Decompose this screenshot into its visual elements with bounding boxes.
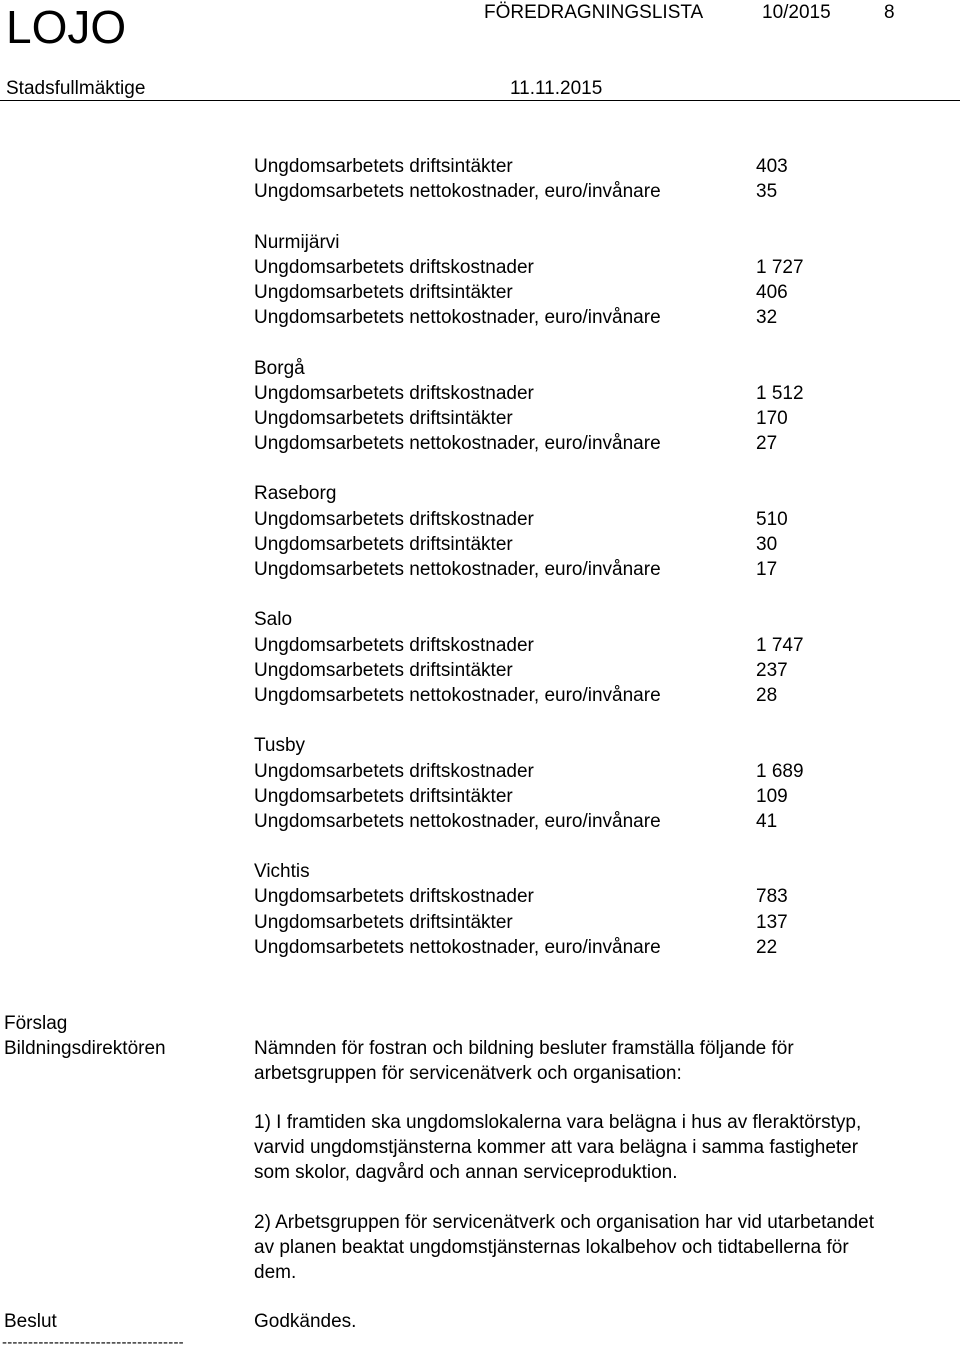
text-line: dem. [254, 1262, 297, 1283]
stat-value: 28 [756, 684, 778, 706]
stat-value: 1 747 [756, 634, 804, 656]
stat-value: 27 [756, 433, 778, 455]
stat-row [254, 884, 854, 909]
proposal-presenter: Bildningsdirektören [4, 1038, 166, 1059]
decision-text: Godkändes. [254, 1311, 357, 1332]
stat-value: 22 [756, 936, 778, 958]
youth-work-statistics [254, 154, 854, 960]
stat-label: Ungdomsarbetets driftskostnader [254, 760, 534, 782]
stat-label: Ungdomsarbetets nettokostnader, euro/invånare [254, 559, 661, 580]
stat-label: Ungdomsarbetets driftsintäkter [254, 156, 513, 177]
agenda-title: FÖREDRAGNINGSLISTA [484, 2, 704, 23]
stat-label: Ungdomsarbetets nettokostnader, euro/invånare [254, 181, 661, 203]
stat-row [254, 179, 854, 204]
stat-row [254, 406, 854, 431]
proposal-point-1 [254, 1110, 954, 1185]
stat-value: 1 689 [756, 760, 804, 782]
stat-row [254, 809, 854, 834]
text-line: som skolor, dagvård och annan serviceproduktion. [254, 1162, 678, 1183]
decision-heading: Beslut [4, 1311, 57, 1332]
header-divider [0, 100, 960, 101]
stat-value: 109 [756, 785, 788, 807]
stat-label: Ungdomsarbetets nettokostnader, euro/invånare [254, 936, 661, 958]
stat-row [254, 683, 854, 708]
text-line: arbetsgruppen för servicenätverk och organisation: [254, 1063, 682, 1084]
stat-value: 137 [756, 911, 788, 933]
proposal-point-2 [254, 1210, 954, 1285]
stat-row [254, 532, 854, 557]
stat-label: Ungdomsarbetets driftsintäkter [254, 407, 513, 429]
stat-row [254, 507, 854, 532]
stat-label: Ungdomsarbetets nettokostnader, euro/invånare [254, 307, 661, 329]
stat-value: 1 512 [756, 382, 804, 404]
city-heading: Borgå [254, 357, 305, 379]
stat-label: Ungdomsarbetets driftsintäkter [254, 659, 513, 681]
stat-row [254, 305, 854, 330]
stat-row [254, 658, 854, 683]
text-line: Nämnden för fostran och bildning besluter framställa följande för [254, 1038, 794, 1059]
stat-value: 30 [756, 533, 778, 555]
stat-row [254, 255, 854, 280]
stat-label: Ungdomsarbetets driftskostnader [254, 382, 534, 404]
stat-label: Ungdomsarbetets driftsintäkter [254, 785, 513, 807]
stat-label: Ungdomsarbetets driftskostnader [254, 886, 534, 908]
stat-label: Ungdomsarbetets driftsintäkter [254, 911, 513, 933]
text-line: 1) I framtiden ska ungdomslokalerna vara belägna i hus av fleraktörstyp, [254, 1112, 862, 1133]
stat-value: 35 [756, 181, 778, 203]
stat-label: Ungdomsarbetets nettokostnader, euro/invånare [254, 810, 661, 832]
council-name: Stadsfullmäktige [6, 78, 146, 99]
stat-value: 17 [756, 559, 778, 580]
stat-label: Ungdomsarbetets nettokostnader, euro/invånare [254, 684, 661, 706]
stat-row [254, 784, 854, 809]
proposal-heading: Förslag [4, 1013, 68, 1034]
stat-row [254, 935, 854, 960]
stat-row [254, 431, 854, 456]
city-heading: Vichtis [254, 861, 310, 883]
stat-value: 1 727 [756, 256, 804, 278]
proposal-intro [254, 1036, 954, 1086]
stat-row [254, 280, 854, 305]
stat-label: Ungdomsarbetets nettokostnader, euro/invånare [254, 433, 661, 455]
stat-row [254, 759, 854, 784]
agenda-number: 10/2015 [762, 2, 831, 23]
stat-value: 170 [756, 407, 788, 429]
stat-row [254, 154, 854, 179]
stat-row [254, 381, 854, 406]
stat-value: 32 [756, 307, 778, 329]
section-separator: ----------------------------------- [2, 1334, 184, 1351]
meeting-date: 11.11.2015 [510, 78, 603, 99]
stat-label: Ungdomsarbetets driftskostnader [254, 508, 534, 530]
stat-value: 41 [756, 810, 778, 832]
stat-value: 783 [756, 886, 788, 908]
stat-value: 406 [756, 281, 788, 303]
stat-label: Ungdomsarbetets driftskostnader [254, 634, 534, 656]
stat-value: 510 [756, 508, 788, 530]
city-heading: Tusby [254, 735, 306, 757]
stat-value: 237 [756, 659, 788, 681]
stat-label: Ungdomsarbetets driftskostnader [254, 256, 534, 278]
municipality-logo: LOJO [6, 1, 127, 53]
city-heading: Nurmijärvi [254, 231, 340, 253]
text-line: 2) Arbetsgruppen för servicenätverk och organisation har vid utarbetandet [254, 1212, 874, 1233]
stat-row [254, 633, 854, 658]
stat-row [254, 557, 854, 582]
stat-value: 403 [756, 156, 788, 177]
city-heading: Raseborg [254, 483, 337, 505]
stat-label: Ungdomsarbetets driftsintäkter [254, 281, 513, 303]
page-number: 8 [884, 2, 895, 23]
city-heading: Salo [254, 609, 293, 631]
text-line: varvid ungdomstjänsterna kommer att vara belägna i samma fastigheter [254, 1137, 859, 1158]
text-line: av planen beaktat ungdomstjänsternas lokalbehov och tidtabellerna för [254, 1237, 849, 1258]
stat-row [254, 910, 854, 935]
stat-label: Ungdomsarbetets driftsintäkter [254, 533, 513, 555]
